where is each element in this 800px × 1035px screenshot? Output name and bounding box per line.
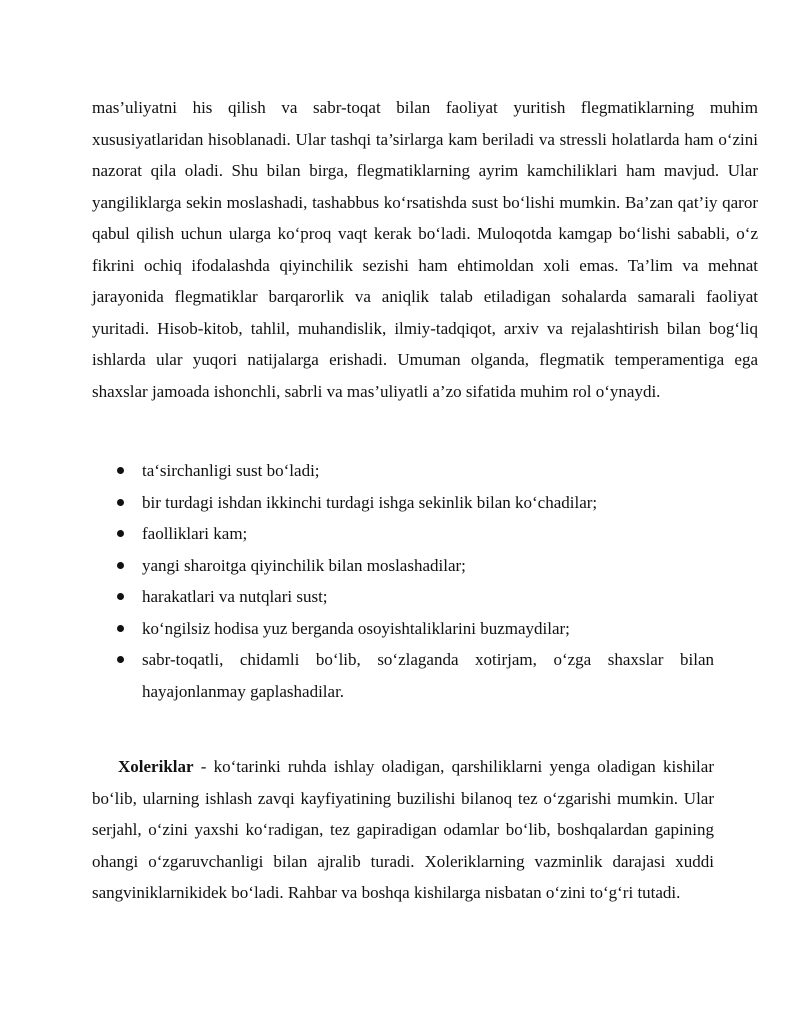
- list-item-text: ta‘sirchanligi sust bo‘ladi;: [142, 461, 320, 480]
- list-item: [92, 518, 714, 550]
- bullet-icon: [117, 625, 124, 632]
- list-item-text: sabr-toqatli, chidamli bo‘lib, so‘zlaganda xotirjam, o‘zga shaxslar bilan hayajonlanmay gaplashadilar.: [142, 650, 714, 701]
- bullet-icon: [117, 467, 124, 474]
- bullet-icon: [117, 593, 124, 600]
- term-cholerics: Xoleriklar: [118, 757, 194, 776]
- bullet-list: [92, 455, 714, 707]
- bullet-icon: [117, 656, 124, 663]
- list-item-text: yangi sharoitga qiyinchilik bilan moslashadilar;: [142, 555, 466, 575]
- list-item: [92, 581, 714, 613]
- list-item-text: harakatlari va nutqlari sust;: [142, 587, 328, 606]
- paragraph-cholerics: [92, 751, 714, 909]
- paragraph-phlegmatic-traits: mas’uliyatni his qilish va sabr-toqat bilan faoliyat yuritish flegmatiklarning muhim xususiyatlaridan hisoblanadi. Ular tashqi ta’sirlarga kam beriladi va stressli holatlarda ham o‘zini nazorat qila oladi. Shu bilan birga, flegmatiklarning ayrim kamchiliklari ham mavjud. Ular yangiliklarga sekin moslashadi, tashabbus ko‘rsatishda sust bo‘lishi mumkin. Ba’zan qat’iy qaror qabul qilish uchun ularga ko‘proq vaqt kerak bo‘ladi. Muloqotda kamgap bo‘lishi sababli, o‘z fikrini ochiq ifodalashda qiyinchilik sezishi ham ehtimoldan xoli emas. Ta’lim va mehnat jarayonida flegmatiklar barqarorlik va aniqlik talab etiladigan sohalarda samarali faoliyat yuritadi. Hisob-kitob, tahlil, muhandislik, ilmiy-tadqiqot, arxiv va rejalashtirish bilan bog‘liq ishlarda ular yuqori natijalarga erishadi. Umuman olganda, flegmatik temperamentiga ega shaxslar jamoada ishonchli, sabrli va mas’uliyatli a’zo sifatida muhim rol o‘ynaydi.: [92, 98, 758, 401]
- list-item: [92, 455, 714, 487]
- list-item-text: faolliklari kam;: [142, 524, 248, 543]
- bullet-icon: [117, 562, 124, 569]
- bullet-icon: [117, 499, 124, 506]
- list-item: [92, 487, 714, 519]
- list-item-text: ko‘ngilsiz hodisa yuz berganda osoyishtaliklarini buzmaydilar;: [142, 618, 570, 638]
- list-item: [92, 550, 714, 582]
- list-item: [92, 644, 714, 707]
- list-item: [92, 613, 714, 645]
- bullet-icon: [117, 530, 124, 537]
- list-item-text: bir turdagi ishdan ikkinchi turdagi ishga sekinlik bilan ko‘chadilar;: [142, 492, 598, 512]
- paragraph-cholerics-text: - ko‘tarinki ruhda ishlay oladigan, qarshiliklarni yenga oladigan kishilar bo‘lib, ularning ishlash zavqi kayfiyatining buzilishi bilanoq tez o‘zgarishi mumkin. Ular serjahl, o‘zini yaxshi ko‘radigan, tez gapiradigan odamlar bo‘lib, boshqalardan gapining ohangi o‘zgaruvchanligi bilan ajralib turadi. Xoleriklarning vazminlik darajasi xuddi sangviniklarnikidek bo‘ladi. Rahbar va boshqa kishilarga nisbatan o‘zini to‘g‘ri tutadi.: [92, 757, 714, 902]
